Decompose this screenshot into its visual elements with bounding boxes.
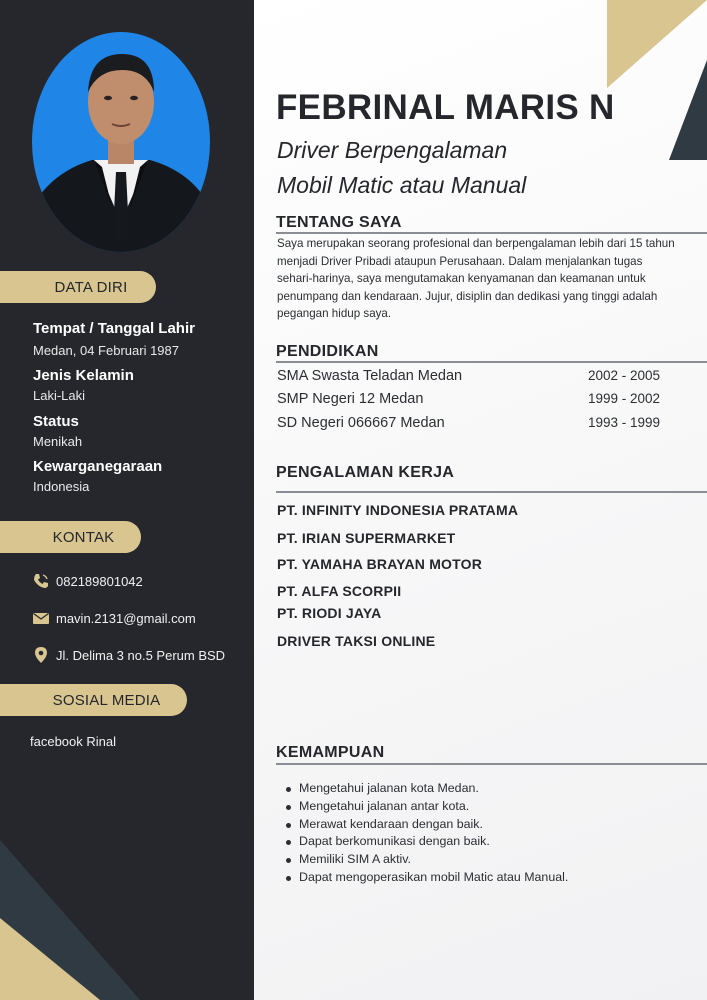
school-name: SMP Negeri 12 Medan xyxy=(277,391,424,407)
experience-divider xyxy=(276,491,707,493)
skill-item: Memiliki SIM A aktiv. xyxy=(299,851,568,869)
education-heading: PENDIDIKAN xyxy=(276,343,379,360)
skill-item: Dapat berkomunikasi dengan baik. xyxy=(299,833,568,851)
full-name: FEBRINAL MARIS N xyxy=(276,88,615,127)
status-label: Status xyxy=(33,413,79,430)
school-years: 2002 - 2005 xyxy=(588,368,661,383)
experience-item: PT. IRIAN SUPERMARKET xyxy=(277,530,456,546)
phone-row[interactable] xyxy=(32,572,143,590)
school-years: 1999 - 2002 xyxy=(588,391,661,406)
experience-item: DRIVER TAKSI ONLINE xyxy=(277,633,436,649)
education-item xyxy=(277,368,672,384)
education-item xyxy=(277,415,672,431)
experience-item: PT. YAMAHA BRAYAN MOTOR xyxy=(277,556,483,572)
profile-photo xyxy=(32,32,210,252)
status-value: Menikah xyxy=(33,434,83,449)
nationality-label: Kewarganegaraan xyxy=(33,458,163,475)
address-text: Jl. Delima 3 no.5 Perum BSD xyxy=(56,647,226,663)
email-address: mavin.2131@gmail.com xyxy=(56,610,196,626)
nationality-value: Indonesia xyxy=(33,479,90,494)
experience-heading: PENGALAMAN KERJA xyxy=(276,464,455,481)
skill-item: Dapat mengoperasikan mobil Matic atau Manual. xyxy=(299,869,568,887)
email-row[interactable] xyxy=(32,609,196,627)
sidebar xyxy=(0,0,254,1000)
gender-label: Jenis Kelamin xyxy=(33,367,134,384)
gender-value: Laki-Laki xyxy=(33,388,86,403)
top-right-dark-decoration xyxy=(669,60,707,160)
about-text: Saya merupakan seorang profesional dan berpengalaman lebih dari 15 tahun menjadi Driver Pribadi ataupun Perusahaan. Dalam menjalankan tugas sehari-harinya, saya mengutamakan kenyamanan dan keamanan untuk penumpang dan kendaraan. Jujur, disiplin dan dedikasi yang tinggi adalah pegangan hidup saya. xyxy=(277,237,675,321)
education-item xyxy=(277,391,672,407)
location-pin-icon xyxy=(32,646,50,664)
skill-item: Mengetahui jalanan kota Medan. xyxy=(299,780,568,798)
skill-item: Merawat kendaraan dengan baik. xyxy=(299,816,568,834)
data-diri-heading: DATA DIRI xyxy=(0,271,156,303)
address-row xyxy=(32,646,225,664)
phone-icon xyxy=(32,572,50,590)
experience-item: PT. ALFA SCORPII xyxy=(277,583,402,599)
school-name: SMA Swasta Teladan Medan xyxy=(277,368,463,384)
job-title-line2: Mobil Matic atau Manual xyxy=(277,172,527,198)
birth-label: Tempat / Tanggal Lahir xyxy=(33,320,195,337)
skills-list xyxy=(299,780,568,887)
about-heading: TENTANG SAYA xyxy=(276,214,402,231)
skills-divider xyxy=(276,763,707,765)
mail-icon xyxy=(32,609,50,627)
corner-decoration-gold xyxy=(0,918,100,1000)
experience-item: PT. INFINITY INDONESIA PRATAMA xyxy=(277,502,519,518)
school-years: 1993 - 1999 xyxy=(588,415,661,430)
social-facebook[interactable]: facebook Rinal xyxy=(30,734,116,749)
education-divider xyxy=(276,361,707,363)
sosial-media-heading: SOSIAL MEDIA xyxy=(0,684,187,716)
job-title-line1: Driver Berpengalaman xyxy=(277,137,508,163)
experience-item: PT. RIODI JAYA xyxy=(277,605,382,621)
skills-heading: KEMAMPUAN xyxy=(276,744,385,761)
birth-value: Medan, 04 Februari 1987 xyxy=(33,343,179,358)
kontak-heading: KONTAK xyxy=(0,521,141,553)
phone-number: 082189801042 xyxy=(56,573,143,589)
skill-item: Mengetahui jalanan antar kota. xyxy=(299,798,568,816)
about-divider xyxy=(276,232,707,234)
school-name: SD Negeri 066667 Medan xyxy=(277,415,445,431)
